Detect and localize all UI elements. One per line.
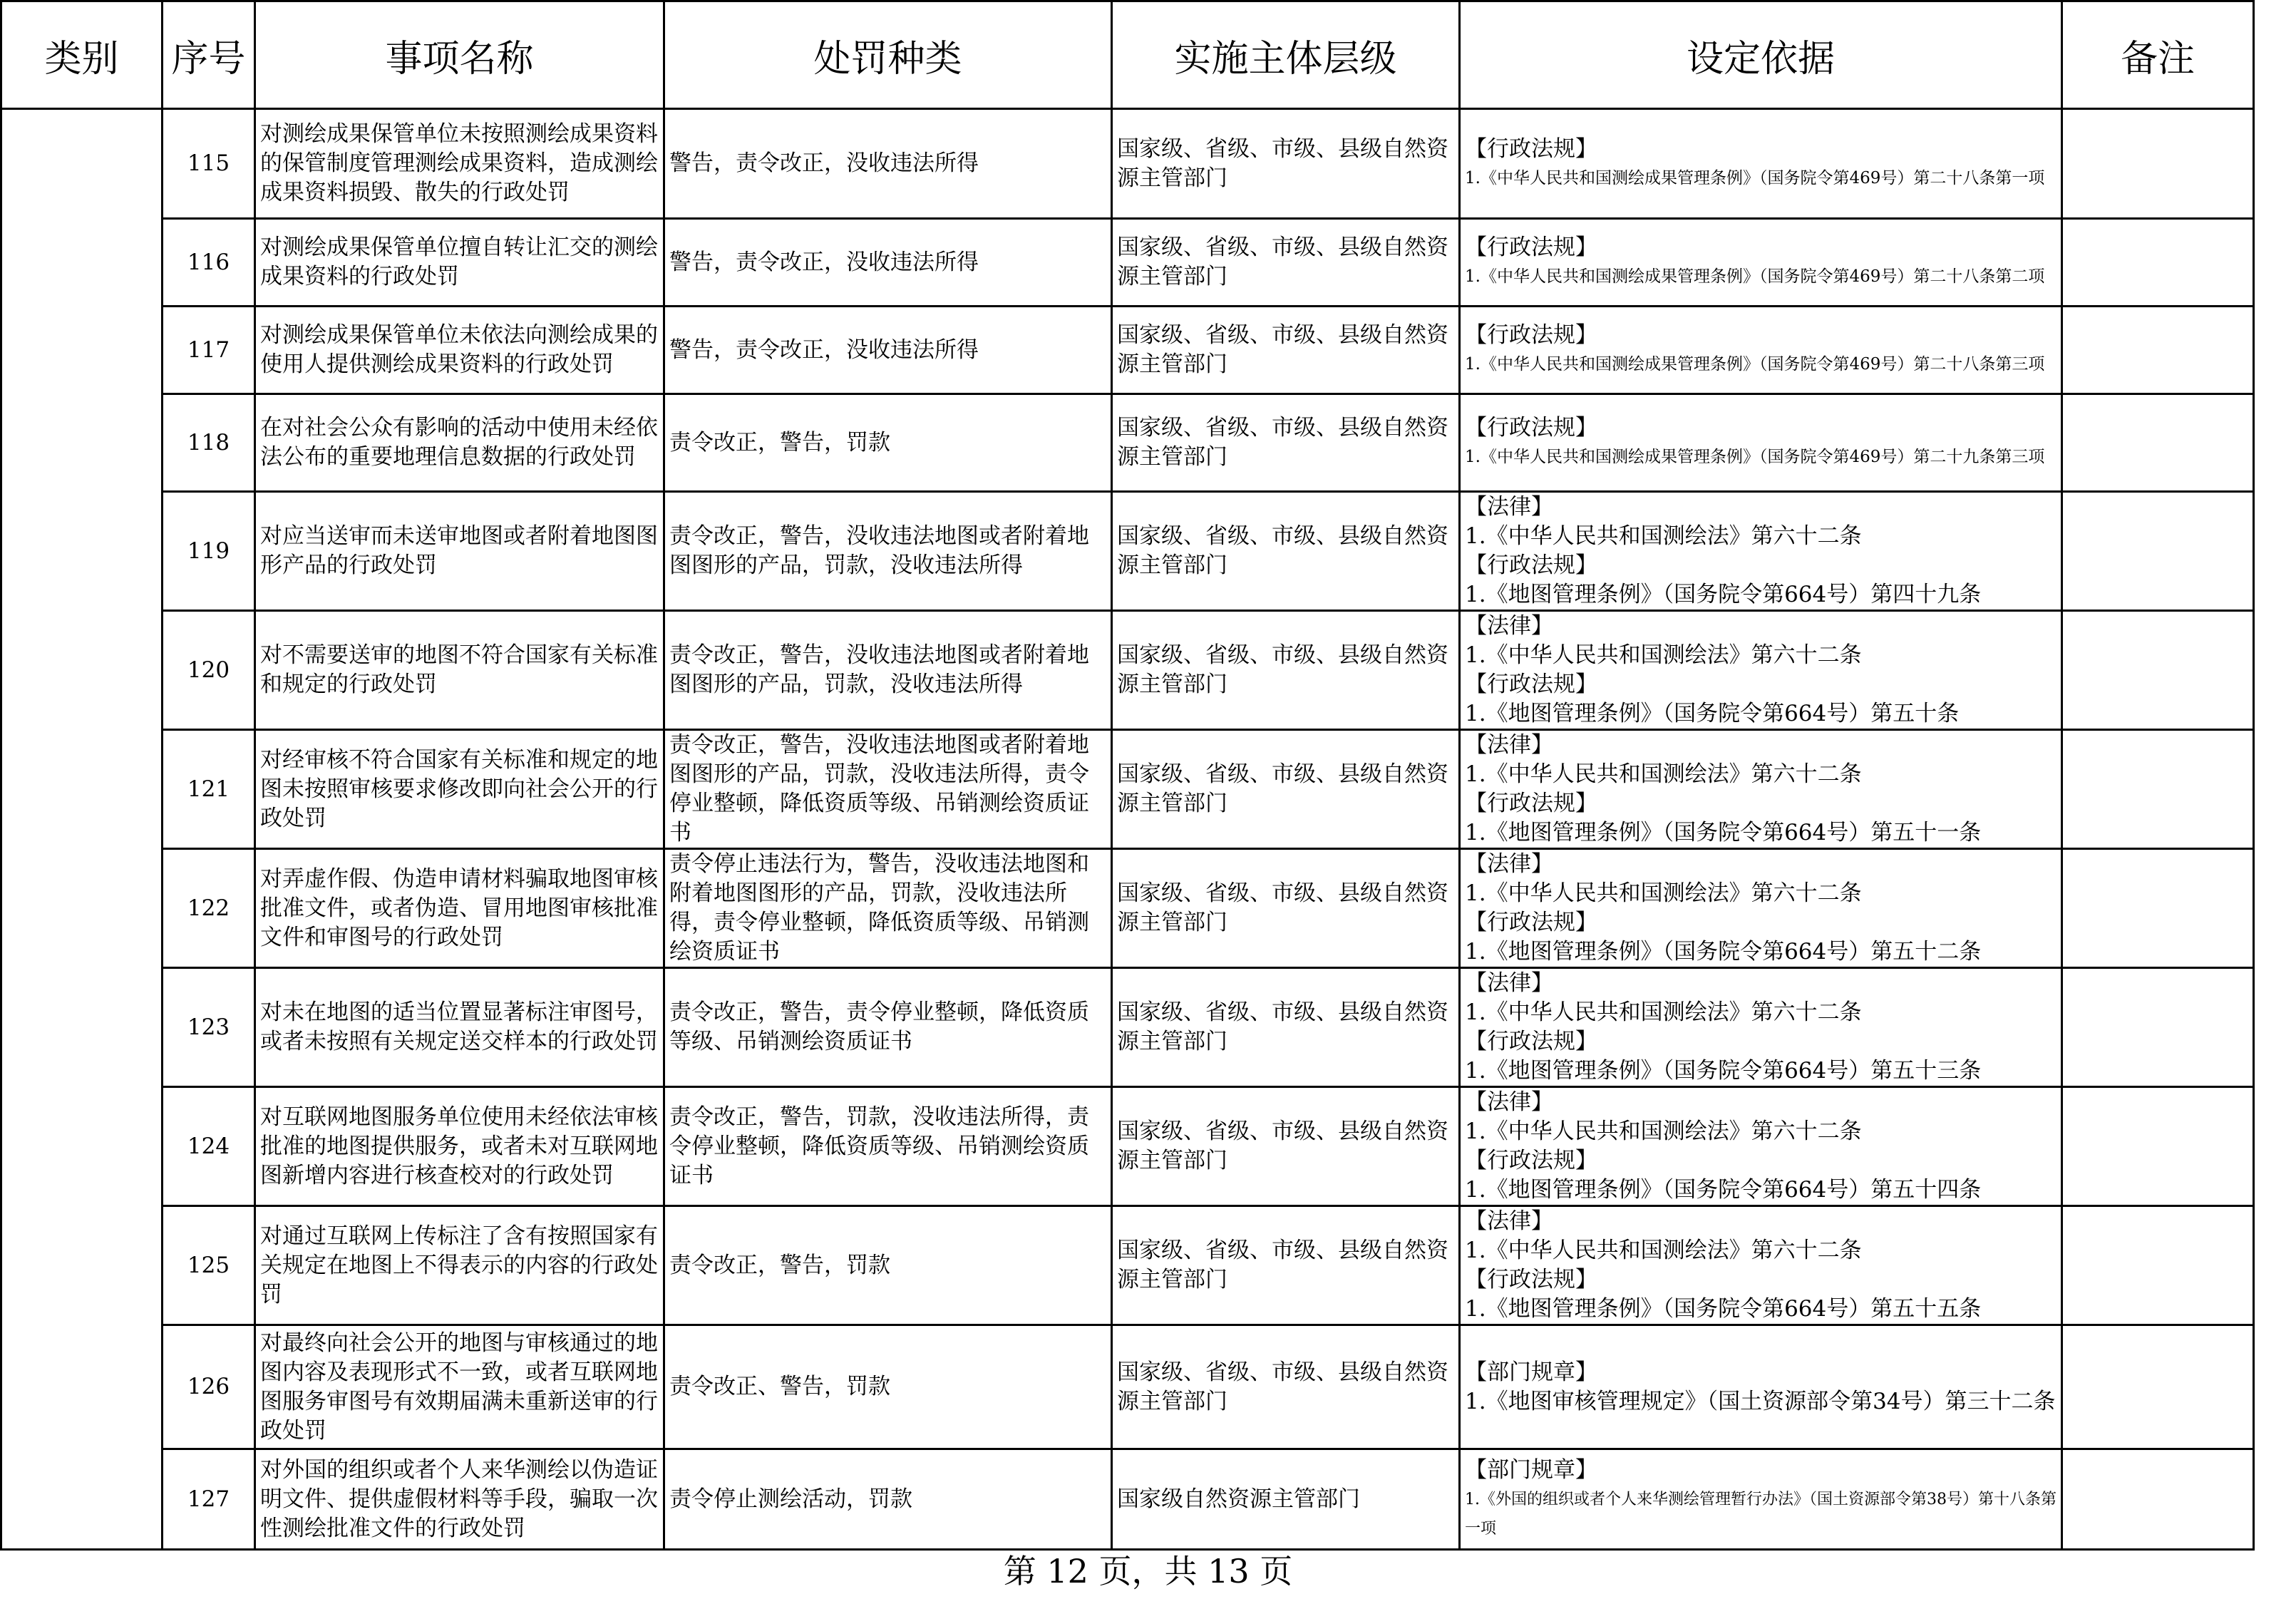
penalty-type-cell: 责令改正，警告，没收违法地图或者附着地图图形的产品，罚款，没收违法所得，责令停业整顿，降低资质等级、吊销测绘资质证书: [664, 730, 1112, 849]
table-row: [1, 730, 2254, 849]
note-cell: [2062, 1087, 2254, 1206]
note-cell: [2062, 849, 2254, 968]
legal-basis-line: 1.《中华人民共和国测绘法》第六十二条: [1465, 642, 1862, 668]
seq-cell: 121: [163, 730, 255, 849]
header-seq: 序号: [163, 1, 255, 109]
legal-basis-line: 1.《地图管理条例》（国务院令第664号）第五十二条: [1465, 939, 1982, 965]
note-cell: [2062, 492, 2254, 611]
seq-cell: 119: [163, 492, 255, 611]
header-note: 备注: [2062, 1, 2254, 109]
authority-level-cell: 国家级、省级、市级、县级自然资源主管部门: [1112, 1325, 1460, 1449]
item-name-cell: 对测绘成果保管单位未依法向测绘成果的使用人提供测绘成果资料的行政处罚: [255, 307, 664, 394]
penalty-type-cell: 责令停止测绘活动，罚款: [664, 1449, 1112, 1550]
header-category: 类别: [1, 1, 163, 109]
legal-basis-cell: [1460, 307, 2062, 394]
legal-basis-line: 1.《中华人民共和国测绘法》第六十二条: [1465, 761, 1862, 787]
legal-basis-cell: [1460, 968, 2062, 1087]
legal-basis-line: 【行政法规】: [1465, 672, 1597, 697]
item-name-cell: 对经审核不符合国家有关标准和规定的地图未按照审核要求修改即向社会公开的行政处罚: [255, 730, 664, 849]
legal-basis-line: 【部门规章】: [1465, 1456, 1597, 1483]
legal-basis-line: 1.《中华人民共和国测绘成果管理条例》（国务院令第469号）第二十九条第三项: [1465, 448, 2045, 466]
category-cell: [1, 109, 163, 1550]
item-name-cell: 对测绘成果保管单位擅自转让汇交的测绘成果资料的行政处罚: [255, 219, 664, 307]
seq-cell: 115: [163, 109, 255, 219]
legal-basis-line: 【法律】: [1465, 1089, 1553, 1115]
header-penalty: 处罚种类: [664, 1, 1112, 109]
penalty-type-cell: 警告，责令改正，没收违法所得: [664, 219, 1112, 307]
table-row: [1, 611, 2254, 730]
item-name-cell: 对不需要送审的地图不符合国家有关标准和规定的行政处罚: [255, 611, 664, 730]
note-cell: [2062, 394, 2254, 492]
item-name-cell: 对未在地图的适当位置显著标注审图号，或者未按照有关规定送交样本的行政处罚: [255, 968, 664, 1087]
penalty-type-cell: 责令改正，警告，没收违法地图或者附着地图图形的产品，罚款，没收违法所得: [664, 611, 1112, 730]
header-level: 实施主体层级: [1112, 1, 1460, 109]
legal-basis-cell: [1460, 849, 2062, 968]
penalty-type-cell: 警告，责令改正，没收违法所得: [664, 307, 1112, 394]
legal-basis-line: 【行政法规】: [1465, 1148, 1597, 1173]
legal-basis-line: 1.《外国的组织或者个人来华测绘管理暂行办法》（国土资源部令第38号）第十八条第一项: [1465, 1490, 2056, 1538]
table-row: [1, 394, 2254, 492]
table-row: [1, 1206, 2254, 1325]
authority-level-cell: 国家级、省级、市级、县级自然资源主管部门: [1112, 1087, 1460, 1206]
table-row: [1, 492, 2254, 611]
authority-level-cell: 国家级、省级、市级、县级自然资源主管部门: [1112, 109, 1460, 219]
note-cell: [2062, 611, 2254, 730]
legal-basis-line: 1.《中华人民共和国测绘成果管理条例》（国务院令第469号）第二十八条第二项: [1465, 267, 2045, 286]
legal-basis-line: 1.《中华人民共和国测绘法》第六十二条: [1465, 999, 1862, 1025]
legal-basis-line: 【行政法规】: [1465, 235, 1597, 260]
seq-cell: 120: [163, 611, 255, 730]
header-row: [1, 1, 2254, 109]
legal-basis-line: 【部门规章】: [1465, 1359, 1597, 1385]
table-row: [1, 968, 2254, 1087]
note-cell: [2062, 219, 2254, 307]
seq-cell: 122: [163, 849, 255, 968]
table-row: [1, 1325, 2254, 1449]
legal-basis-line: 1.《中华人民共和国测绘成果管理条例》（国务院令第469号）第二十八条第三项: [1465, 355, 2045, 374]
penalty-type-cell: 责令改正、警告，罚款: [664, 1325, 1112, 1449]
table-row: [1, 849, 2254, 968]
authority-level-cell: 国家级、省级、市级、县级自然资源主管部门: [1112, 611, 1460, 730]
item-name-cell: 对通过互联网上传标注了含有按照国家有关规定在地图上不得表示的内容的行政处罚: [255, 1206, 664, 1325]
authority-level-cell: 国家级、省级、市级、县级自然资源主管部门: [1112, 1206, 1460, 1325]
legal-basis-line: 【法律】: [1465, 851, 1553, 877]
note-cell: [2062, 109, 2254, 219]
seq-cell: 126: [163, 1325, 255, 1449]
header-basis: 设定依据: [1460, 1, 2062, 109]
seq-cell: 123: [163, 968, 255, 1087]
legal-basis-line: 1.《地图审核管理规定》（国土资源部令第34号）第三十二条: [1465, 1388, 2056, 1414]
table-row: [1, 307, 2254, 394]
note-cell: [2062, 1206, 2254, 1325]
legal-basis-line: 1.《中华人民共和国测绘法》第六十二条: [1465, 523, 1862, 549]
legal-basis-line: 1.《地图管理条例》（国务院令第664号）第五十四条: [1465, 1177, 1982, 1203]
legal-basis-line: 【法律】: [1465, 1208, 1553, 1234]
table-row: [1, 1087, 2254, 1206]
note-cell: [2062, 1449, 2254, 1550]
authority-level-cell: 国家级、省级、市级、县级自然资源主管部门: [1112, 492, 1460, 611]
legal-basis-line: 【行政法规】: [1465, 1029, 1597, 1054]
table-row: [1, 219, 2254, 307]
legal-basis-line: 1.《中华人民共和国测绘成果管理条例》（国务院令第469号）第二十八条第一项: [1465, 168, 2045, 187]
legal-basis-line: 【法律】: [1465, 970, 1553, 996]
legal-basis-line: 【行政法规】: [1465, 135, 1597, 162]
legal-basis-line: 【行政法规】: [1465, 791, 1597, 816]
note-cell: [2062, 307, 2254, 394]
seq-cell: 124: [163, 1087, 255, 1206]
legal-basis-cell: [1460, 1449, 2062, 1550]
legal-basis-line: 1.《中华人民共和国测绘法》第六十二条: [1465, 1119, 1862, 1144]
legal-basis-cell: [1460, 492, 2062, 611]
legal-basis-line: 1.《地图管理条例》（国务院令第664号）第五十一条: [1465, 820, 1982, 845]
legal-basis-line: 1.《中华人民共和国测绘法》第六十二条: [1465, 1238, 1862, 1263]
note-cell: [2062, 730, 2254, 849]
legal-basis-cell: [1460, 611, 2062, 730]
legal-basis-cell: [1460, 1087, 2062, 1206]
legal-basis-line: 1.《地图管理条例》（国务院令第664号）第五十五条: [1465, 1296, 1982, 1322]
legal-basis-line: 1.《地图管理条例》（国务院令第664号）第五十三条: [1465, 1058, 1982, 1084]
legal-basis-line: 1.《地图管理条例》（国务院令第664号）第五十条: [1465, 701, 1960, 726]
legal-basis-line: 1.《中华人民共和国测绘法》第六十二条: [1465, 880, 1862, 906]
item-name-cell: 对应当送审而未送审地图或者附着地图图形产品的行政处罚: [255, 492, 664, 611]
authority-level-cell: 国家级、省级、市级、县级自然资源主管部门: [1112, 849, 1460, 968]
item-name-cell: 对最终向社会公开的地图与审核通过的地图内容及表现形式不一致，或者互联网地图服务审图号有效期届满未重新送审的行政处罚: [255, 1325, 664, 1449]
legal-basis-cell: [1460, 219, 2062, 307]
legal-basis-line: 1.《地图管理条例》（国务院令第664号）第四十九条: [1465, 582, 1982, 607]
authority-level-cell: 国家级自然资源主管部门: [1112, 1449, 1460, 1550]
seq-cell: 117: [163, 307, 255, 394]
penalty-type-cell: 责令改正，警告，罚款，没收违法所得，责令停业整顿，降低资质等级、吊销测绘资质证书: [664, 1087, 1112, 1206]
legal-basis-cell: [1460, 1206, 2062, 1325]
authority-level-cell: 国家级、省级、市级、县级自然资源主管部门: [1112, 219, 1460, 307]
penalty-type-cell: 警告，责令改正，没收违法所得: [664, 109, 1112, 219]
item-name-cell: 对测绘成果保管单位未按照测绘成果资料的保管制度管理测绘成果资料，造成测绘成果资料损毁、散失的行政处罚: [255, 109, 664, 219]
legal-basis-line: 【行政法规】: [1465, 322, 1597, 348]
legal-basis-line: 【行政法规】: [1465, 910, 1597, 935]
seq-cell: 118: [163, 394, 255, 492]
legal-basis-line: 【行政法规】: [1465, 552, 1597, 578]
note-cell: [2062, 968, 2254, 1087]
table-row: [1, 109, 2254, 219]
legal-basis-cell: [1460, 394, 2062, 492]
page-footer: 第 12 页，共 13 页: [1003, 1552, 1293, 1590]
item-name-cell: 在对社会公众有影响的活动中使用未经依法公布的重要地理信息数据的行政处罚: [255, 394, 664, 492]
legal-basis-line: 【行政法规】: [1465, 415, 1597, 441]
seq-cell: 127: [163, 1449, 255, 1550]
legal-basis-line: 【法律】: [1465, 494, 1553, 520]
table-row: [1, 1449, 2254, 1550]
item-name-cell: 对弄虚作假、伪造申请材料骗取地图审核批准文件，或者伪造、冒用地图审核批准文件和审图号的行政处罚: [255, 849, 664, 968]
penalty-type-cell: 责令改正，警告，罚款: [664, 394, 1112, 492]
authority-level-cell: 国家级、省级、市级、县级自然资源主管部门: [1112, 730, 1460, 849]
authority-level-cell: 国家级、省级、市级、县级自然资源主管部门: [1112, 307, 1460, 394]
penalty-type-cell: 责令改正，警告，没收违法地图或者附着地图图形的产品，罚款，没收违法所得: [664, 492, 1112, 611]
item-name-cell: 对外国的组织或者个人来华测绘以伪造证明文件、提供虚假材料等手段，骗取一次性测绘批准文件的行政处罚: [255, 1449, 664, 1550]
header-name: 事项名称: [255, 1, 664, 109]
legal-basis-cell: [1460, 730, 2062, 849]
seq-cell: 116: [163, 219, 255, 307]
note-cell: [2062, 1325, 2254, 1449]
penalty-type-cell: 责令改正，警告，罚款: [664, 1206, 1112, 1325]
item-name-cell: 对互联网地图服务单位使用未经依法审核批准的地图提供服务，或者未对互联网地图新增内容进行核查校对的行政处罚: [255, 1087, 664, 1206]
legal-basis-line: 【法律】: [1465, 732, 1553, 758]
penalty-type-cell: 责令停止违法行为，警告，没收违法地图和附着地图图形的产品，罚款，没收违法所得，责令停业整顿，降低资质等级、吊销测绘资质证书: [664, 849, 1112, 968]
authority-level-cell: 国家级、省级、市级、县级自然资源主管部门: [1112, 394, 1460, 492]
authority-level-cell: 国家级、省级、市级、县级自然资源主管部门: [1112, 968, 1460, 1087]
legal-basis-line: 【行政法规】: [1465, 1267, 1597, 1292]
legal-basis-line: 【法律】: [1465, 613, 1553, 639]
legal-basis-cell: [1460, 109, 2062, 219]
seq-cell: 125: [163, 1206, 255, 1325]
legal-basis-cell: [1460, 1325, 2062, 1449]
penalty-type-cell: 责令改正，警告，责令停业整顿，降低资质等级、吊销测绘资质证书: [664, 968, 1112, 1087]
